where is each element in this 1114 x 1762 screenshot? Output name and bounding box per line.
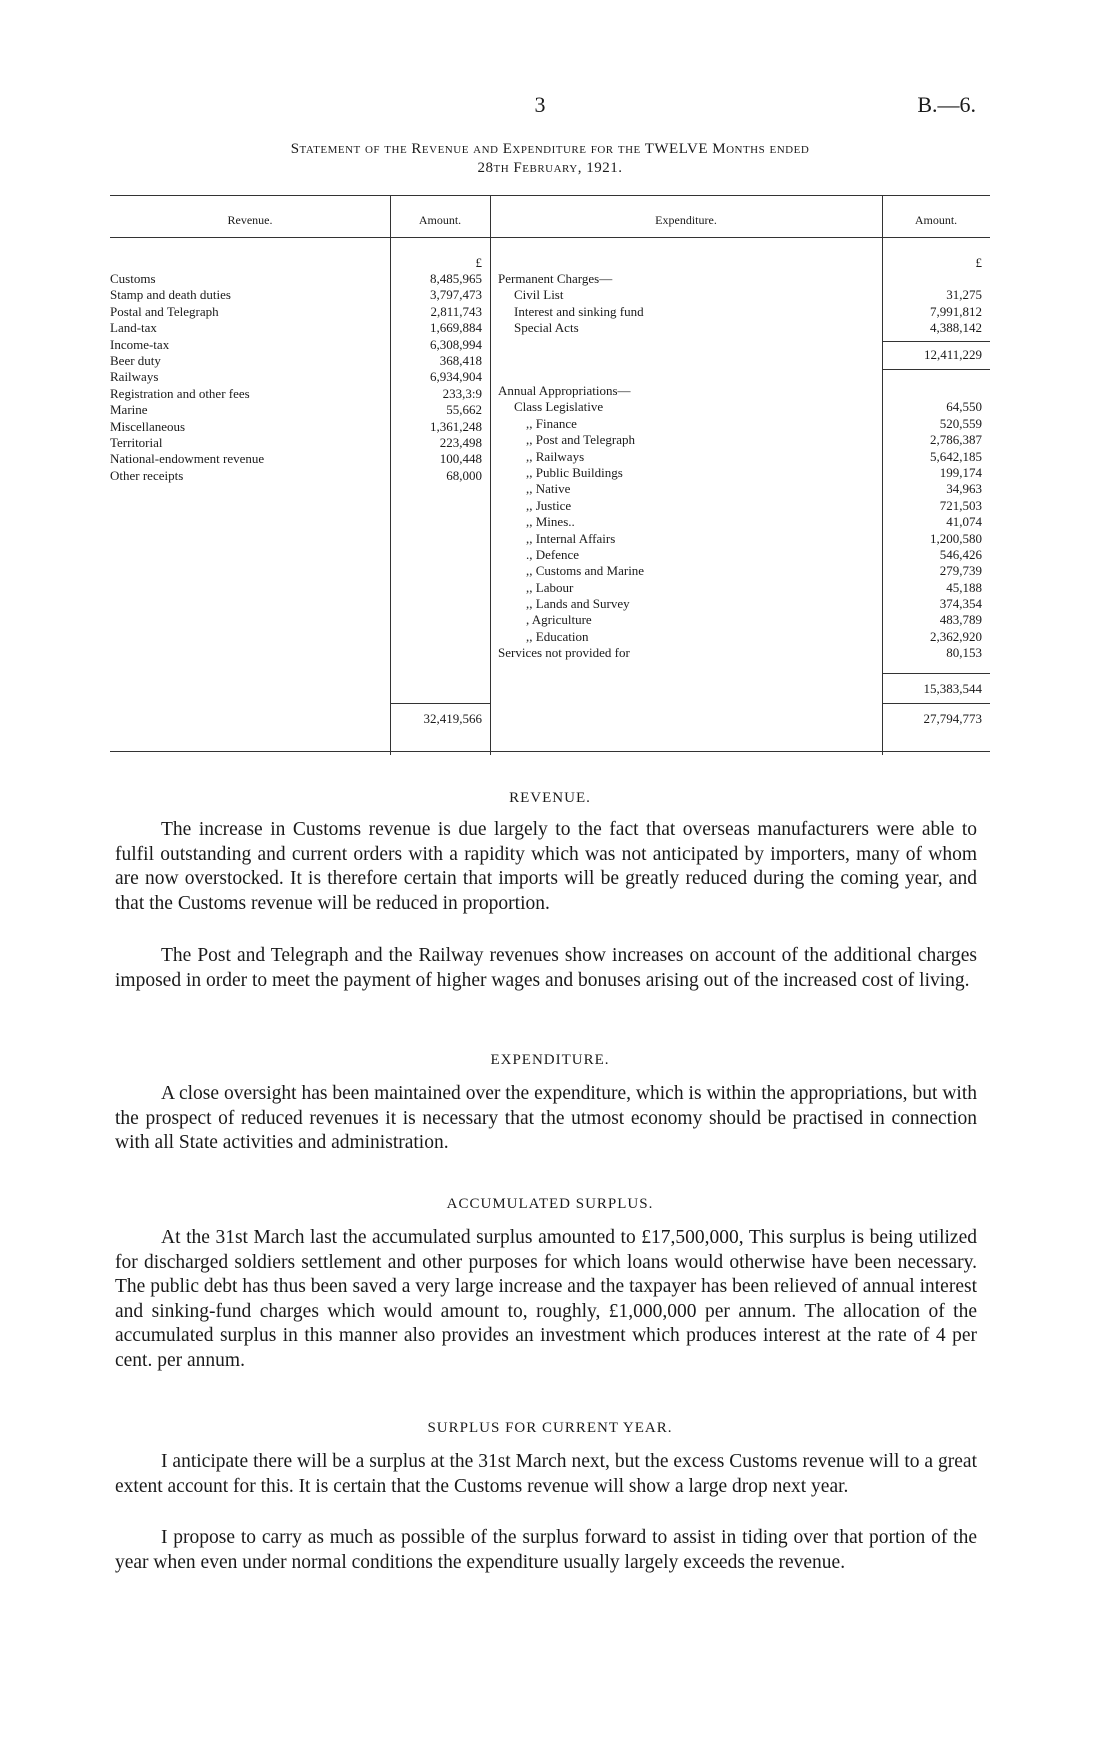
expenditure-label: Class Legislative bbox=[514, 399, 604, 415]
expenditure-row bbox=[498, 399, 982, 415]
revenue-amount: 2,811,743 bbox=[430, 303, 482, 319]
expenditure-amount: 520,559 bbox=[939, 415, 982, 431]
expenditure-amount: 34,963 bbox=[946, 481, 982, 497]
heading-surplus-current-year: SURPLUS FOR CURRENT YEAR. bbox=[427, 1420, 673, 1436]
revenue-row bbox=[110, 386, 482, 402]
revenue-label: Marine bbox=[110, 402, 148, 418]
expenditure-row bbox=[498, 320, 982, 336]
revenue-amount: 6,934,904 bbox=[430, 369, 482, 385]
revenue-label: Railways bbox=[110, 369, 159, 385]
revenue-label: Customs bbox=[110, 271, 156, 286]
expenditure-amount: 721,503 bbox=[939, 497, 982, 513]
expenditure-total-rule bbox=[882, 703, 990, 704]
expenditure-label: Civil List bbox=[514, 287, 564, 303]
revenue-row bbox=[110, 271, 482, 287]
heading-accumulated-surplus: ACCUMULATED SURPLUS. bbox=[446, 1196, 654, 1212]
revenue-row bbox=[110, 435, 482, 451]
permanent-charges-list bbox=[498, 271, 982, 337]
table-bottom-rule bbox=[110, 751, 990, 752]
revenue-label: Beer duty bbox=[110, 352, 161, 368]
expenditure-label: , Agriculture bbox=[526, 612, 592, 628]
expenditure-amount: 4,388,142 bbox=[930, 320, 982, 336]
table-top-rule bbox=[110, 195, 990, 196]
expenditure-amount: 2,786,387 bbox=[930, 432, 982, 448]
expenditure-label: ., Defence bbox=[526, 546, 580, 562]
expenditure-amount: 279,739 bbox=[939, 563, 982, 579]
expenditure-row bbox=[498, 514, 982, 530]
expenditure-row bbox=[498, 531, 982, 547]
column-header-expenditure: Expenditure. bbox=[655, 213, 717, 227]
expenditure-amount: 41,074 bbox=[946, 514, 982, 530]
expenditure-amount: 64,550 bbox=[946, 399, 982, 415]
permanent-subtotal: 12,411,229 bbox=[923, 347, 982, 362]
revenue-row bbox=[110, 287, 482, 303]
expenditure-row bbox=[498, 629, 982, 645]
revenue-amount: 68,000 bbox=[446, 467, 482, 483]
column-header-expenditure-amount: Amount. bbox=[914, 213, 958, 227]
annual-appropriations-heading: Annual Appropriations— bbox=[498, 383, 631, 398]
expenditure-row bbox=[498, 645, 982, 661]
expenditure-label: ,, Education bbox=[526, 628, 589, 644]
revenue-amount: 3,797,473 bbox=[430, 287, 482, 303]
expenditure-label: ,, Internal Affairs bbox=[526, 530, 616, 546]
expenditure-label: Special Acts bbox=[514, 320, 579, 336]
expenditure-row bbox=[498, 304, 982, 320]
expenditure-amount: 80,153 bbox=[946, 645, 982, 661]
expenditure-row bbox=[498, 547, 982, 563]
column-header-revenue: Revenue. bbox=[227, 213, 273, 227]
revenue-paragraph-1: The increase in Customs revenue is due largely to the fact that overseas manufacturers were able to fulfil outstanding and current orders with a rapidity which was not anticipated by importers, many of whom are now overstocked. It is therefore certain that imports will be greatly reduced during the coming year, and that the Customs revenue will be reduced in proportion. bbox=[115, 819, 977, 914]
revenue-label: Stamp and death duties bbox=[110, 287, 231, 303]
revenue-row bbox=[110, 369, 482, 385]
permanent-heading-row bbox=[498, 271, 982, 287]
revenue-amount: 100,448 bbox=[439, 451, 482, 467]
expenditure-label: ,, Public Buildings bbox=[526, 464, 623, 480]
expenditure-amount: 483,789 bbox=[939, 612, 982, 628]
table-header-rule bbox=[110, 237, 990, 238]
revenue-row bbox=[110, 337, 482, 353]
statement-title bbox=[110, 140, 990, 178]
revenue-amount: 8,485,965 bbox=[430, 271, 482, 286]
expenditure-row bbox=[498, 563, 982, 579]
column-header-revenue-amount: Amount. bbox=[418, 213, 462, 227]
expenditure-row bbox=[498, 612, 982, 628]
expenditure-amount: 7,991,812 bbox=[930, 303, 982, 319]
expenditure-label: ,, Labour bbox=[526, 579, 574, 595]
revenue-amount: 1,361,248 bbox=[430, 418, 482, 434]
expenditure-label: ,, Post and Telegraph bbox=[526, 432, 635, 448]
currency-symbol-right: £ bbox=[975, 255, 982, 270]
expenditure-label: ,, Lands and Survey bbox=[526, 596, 630, 612]
heading-expenditure: EXPENDITURE. bbox=[490, 1052, 610, 1068]
revenue-amount: 223,498 bbox=[439, 434, 482, 450]
page-number: 3 bbox=[534, 92, 546, 117]
divider-amount-expenditure bbox=[490, 195, 491, 755]
revenue-amount: 1,669,884 bbox=[430, 320, 482, 336]
revenue-amount: 55,662 bbox=[446, 402, 482, 418]
statement-table bbox=[110, 195, 990, 755]
title-line-2: 28th February, 1921. bbox=[477, 160, 623, 176]
revenue-row bbox=[110, 468, 482, 484]
revenue-row bbox=[110, 419, 482, 435]
revenue-amount: 233,3:9 bbox=[442, 385, 482, 401]
revenue-label: Territorial bbox=[110, 434, 163, 450]
revenue-label: Miscellaneous bbox=[110, 418, 186, 434]
revenue-label: Postal and Telegraph bbox=[110, 303, 219, 319]
expenditure-amount: 1,200,580 bbox=[930, 530, 982, 546]
expenditure-amount: 374,354 bbox=[939, 596, 982, 612]
revenue-row bbox=[110, 402, 482, 418]
revenue-label: Registration and other fees bbox=[110, 385, 250, 401]
revenue-label: Income-tax bbox=[110, 336, 170, 352]
expenditure-amount: 546,426 bbox=[939, 546, 982, 562]
expenditure-row bbox=[498, 465, 982, 481]
expenditure-row bbox=[498, 432, 982, 448]
expenditure-row bbox=[498, 416, 982, 432]
expenditure-label: ,, Customs and Marine bbox=[526, 563, 645, 579]
expenditure-label: Interest and sinking fund bbox=[514, 303, 644, 319]
revenue-amount: 6,308,994 bbox=[430, 336, 482, 352]
permanent-subtotal-rule bbox=[882, 341, 990, 342]
revenue-label: Land-tax bbox=[110, 320, 157, 336]
permanent-subtotal-bottom-rule bbox=[882, 369, 990, 370]
revenue-row bbox=[110, 353, 482, 369]
document-reference: B.—6. bbox=[917, 92, 976, 117]
expenditure-label: ,, Mines.. bbox=[526, 514, 575, 530]
expenditure-amount: 5,642,185 bbox=[930, 448, 982, 464]
expenditure-total: 27,794,773 bbox=[923, 711, 982, 726]
revenue-list bbox=[110, 271, 482, 484]
expenditure-row bbox=[498, 287, 982, 303]
expenditure-label: ,, Justice bbox=[526, 497, 572, 513]
revenue-amount: 368,418 bbox=[439, 352, 482, 368]
revenue-row bbox=[110, 320, 482, 336]
expenditure-paragraph: A close oversight has been maintained over the expenditure, which is within the appropriations, but with the prospect of reduced revenues it is necessary that the utmost economy should be practised in connection with all State activities and administration. bbox=[115, 1083, 977, 1153]
expenditure-amount: 199,174 bbox=[939, 464, 982, 480]
annual-appropriations-list bbox=[498, 383, 982, 662]
revenue-total: 32,419,566 bbox=[423, 711, 482, 726]
expenditure-row bbox=[498, 498, 982, 514]
expenditure-row bbox=[498, 449, 982, 465]
surplus-paragraph-1: I anticipate there will be a surplus at the 31st March next, but the excess Customs revenue will to a great extent account for this. It is certain that the Customs revenue will show a large drop next year. bbox=[115, 1451, 977, 1497]
annual-heading-row bbox=[498, 383, 982, 399]
currency-symbol-left: £ bbox=[475, 255, 482, 270]
expenditure-label: ,, Railways bbox=[526, 448, 585, 464]
revenue-paragraph-2: The Post and Telegraph and the Railway revenues show increases on account of the additional charges imposed in order to meet the payment of higher wages and bonuses arising out of the increased cost of living. bbox=[115, 945, 977, 991]
expenditure-row bbox=[498, 596, 982, 612]
expenditure-label: ,, Native bbox=[526, 481, 571, 497]
expenditure-amount: 45,188 bbox=[946, 579, 982, 595]
expenditure-amount: 2,362,920 bbox=[930, 628, 982, 644]
revenue-row bbox=[110, 304, 482, 320]
revenue-label: National-endowment revenue bbox=[110, 451, 265, 467]
annual-subtotal-rule bbox=[882, 673, 990, 674]
revenue-total-rule bbox=[390, 703, 490, 704]
expenditure-row bbox=[498, 481, 982, 497]
surplus-paragraph-2: I propose to carry as much as possible of the surplus forward to assist in tiding over that portion of the year when even under normal conditions the expenditure usually largely exceeds the revenue. bbox=[115, 1527, 977, 1573]
permanent-charges-heading: Permanent Charges— bbox=[498, 271, 613, 286]
revenue-label: Other receipts bbox=[110, 467, 184, 483]
revenue-row bbox=[110, 451, 482, 467]
accumulated-surplus-paragraph: At the 31st March last the accumulated surplus amounted to £17,500,000, This surplus is being utilized for discharged soldiers settlement and other purposes for which loans would otherwise have been necessary. The public debt has thus been saved a very large increase and the taxpayer has been relieved of annual interest and sinking-fund charges which would amount to, roughly, £1,000,000 per annum. The allocation of the accumulated surplus in this manner also provides an investment which produces interest at the rate of 4 per cent. per annum. bbox=[115, 1227, 977, 1371]
expenditure-label: Services not provided for bbox=[498, 645, 630, 661]
expenditure-amount: 31,275 bbox=[946, 287, 982, 303]
heading-revenue: REVENUE. bbox=[509, 790, 591, 806]
annual-subtotal: 15,383,544 bbox=[923, 681, 982, 696]
expenditure-row bbox=[498, 580, 982, 596]
title-line-1: Statement of the Revenue and Expenditure for the TWELVE Months ended bbox=[290, 141, 810, 157]
expenditure-label: ,, Finance bbox=[526, 415, 577, 431]
